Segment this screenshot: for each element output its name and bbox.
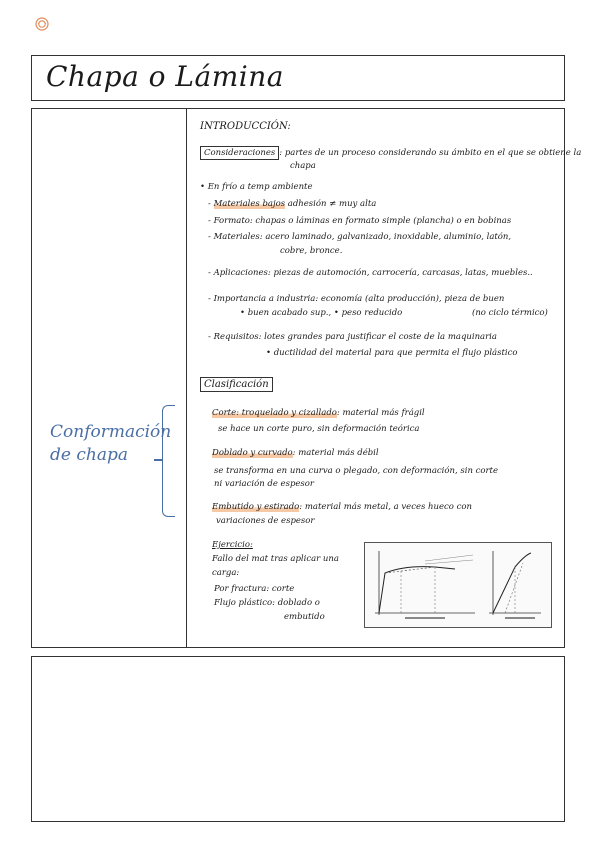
ejercicio-line-5: embutido [284, 612, 325, 622]
corte-desc: se hace un corte puro, sin deformación teórica [218, 424, 420, 434]
requisitos-line-1: - Requisitos: lotes grandes para justificar el coste de la maquinaria [208, 332, 497, 342]
materiales-line-2: cobre, bronce. [280, 246, 343, 256]
stress-strain-figure [364, 542, 552, 628]
doblado-desc-2: ni variación de espesor [214, 479, 314, 489]
column-divider [186, 109, 187, 647]
cue-column [50, 421, 172, 467]
section-heading-introduccion: INTRODUCCIÓN: [200, 121, 291, 132]
doblado-desc-1: se transforma en una curva o plegado, con deformación, sin corte [214, 466, 499, 476]
cornell-notes-box [31, 108, 582, 648]
consideraciones-label: Consideraciones [200, 146, 279, 160]
temp-heading: • En frío a temp ambiente [200, 182, 313, 192]
consideraciones-text-2: chapa [290, 161, 316, 171]
section-heading-clasificacion [200, 379, 273, 391]
corte-line [212, 407, 425, 419]
doblado-line [212, 447, 379, 459]
importancia-line-2: • buen acabado sup., • peso reducido [240, 308, 403, 318]
ejercicio-line-3: Por fractura: corte [214, 584, 295, 594]
aplicaciones-line: - Aplicaciones: piezas de automoción, carrocería, carcasas, latas, muebles.. [208, 268, 533, 278]
materiales-bajos-line: - Materiales bajos adhesión ≠ muy alta [208, 199, 377, 209]
importancia-line-1: - Importancia a industria: economía (alta producción), pieza de buen [208, 294, 505, 304]
requisitos-line-2: • ductilidad del material para que permita el flujo plástico [266, 348, 518, 358]
brand-logo-icon [34, 16, 50, 32]
clasificacion-label: Clasificación [200, 377, 273, 392]
materiales-line-1: - Materiales: acero laminado, galvanizado, inoxidable, aluminio, latón, [208, 232, 512, 242]
embutido-line [212, 501, 472, 513]
importancia-line-3: (no ciclo térmico) [472, 308, 548, 318]
summary-box [31, 656, 565, 822]
corte-rest: : material más frágil [336, 408, 425, 418]
cue-line-1: Conformación [50, 422, 172, 442]
cue-bracket [162, 405, 175, 517]
embutido-rest: : material más metal, a veces hueco con [299, 502, 472, 512]
doblado-rest: : material más débil [292, 448, 379, 458]
doblado-highlight: Doblado y curvado [212, 448, 293, 458]
embutido-desc: variaciones de espesor [216, 516, 315, 526]
ejercicio-line-1: Fallo del mat tras aplicar una [212, 554, 339, 564]
cue-bracket-tick [154, 459, 162, 461]
ejercicio-line-2: carga: [212, 568, 240, 578]
ejercicio-line-4: Flujo plástico: doblado o [214, 598, 320, 608]
consideraciones-text: : partes de un proceso considerando su ámbito en el que se obtiene la [279, 148, 582, 158]
cue-line-2: de chapa [50, 445, 128, 465]
page-title: Chapa o Lámina [46, 60, 284, 93]
materiales-bajos-highlight: Materiales bajos [213, 199, 286, 209]
embutido-highlight: Embutido y estirado [212, 502, 300, 512]
materiales-bajos-rest: adhesión ≠ muy alta [285, 199, 377, 209]
title-box [31, 55, 565, 101]
formato-line: - Formato: chapas o láminas en formato simple (plancha) o en bobinas [208, 216, 512, 226]
corte-highlight: Corte: troquelado y cizallado [212, 408, 337, 418]
consideraciones-line [200, 147, 581, 159]
ejercicio-heading: Ejercicio: [212, 540, 253, 550]
